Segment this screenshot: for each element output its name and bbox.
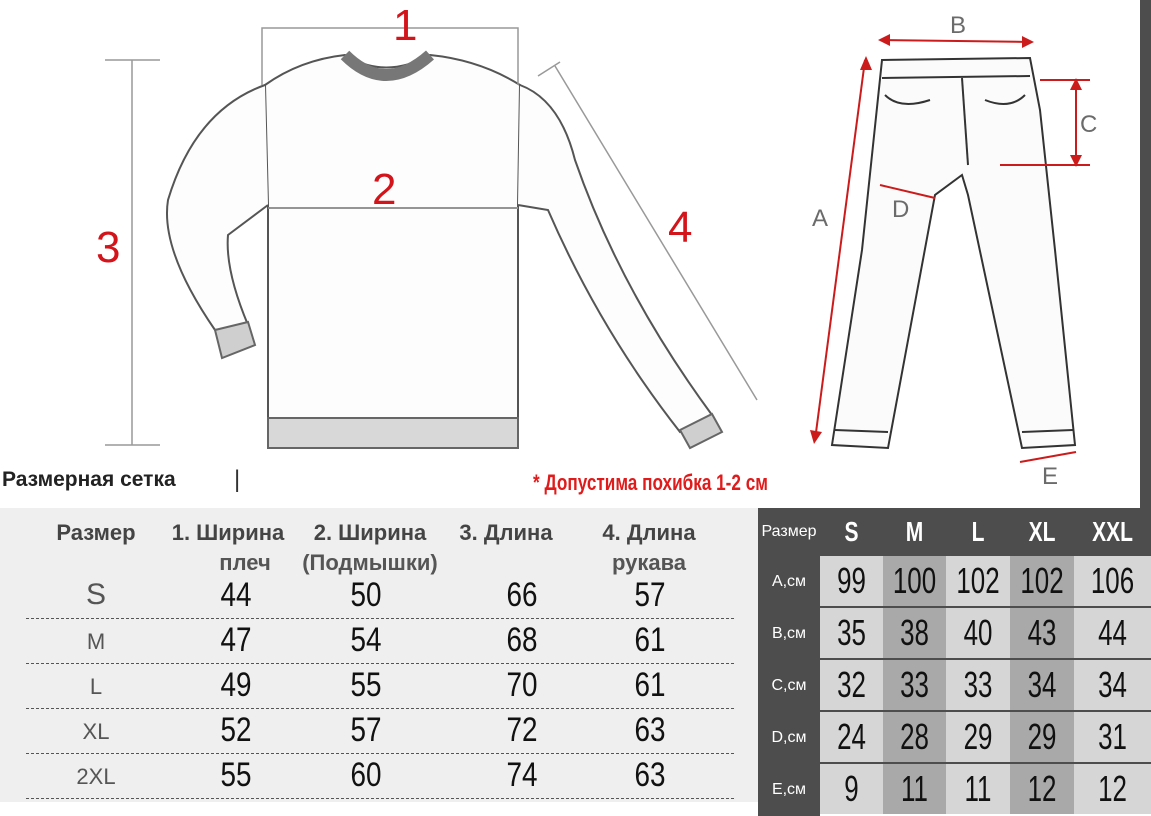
value-cell: 24 — [820, 712, 883, 762]
value-cell: 57 — [350, 711, 382, 749]
value-cell: 100 — [883, 556, 946, 606]
value-cell: 29 — [1010, 712, 1074, 762]
value-cell: 63 — [634, 756, 666, 794]
table-row — [26, 664, 734, 709]
title-separator: | — [234, 466, 241, 493]
value-cell: 63 — [634, 711, 666, 749]
pants-label-c: C — [1080, 111, 1098, 138]
value-cell: 102 — [946, 556, 1010, 606]
value-cell: 49 — [220, 666, 252, 704]
dimension-label-4: 4 — [668, 203, 693, 252]
value-cell: 31 — [1074, 712, 1151, 762]
value-cell: 61 — [634, 621, 666, 659]
value-cell: 33 — [946, 660, 1010, 710]
table-row — [26, 619, 734, 664]
value-cell: 12 — [1010, 764, 1074, 814]
pants-label-d: D — [892, 196, 910, 223]
size-cell: M — [86, 629, 106, 654]
size-cell: L — [89, 674, 103, 699]
value-cell: 61 — [634, 666, 666, 704]
value-cell: 38 — [883, 608, 946, 658]
value-cell: 40 — [946, 608, 1010, 658]
value-cell: 50 — [350, 576, 382, 614]
value-cell: 34 — [1074, 660, 1151, 710]
table-row — [26, 574, 734, 619]
value-cell: 102 — [1010, 556, 1074, 606]
value-cell: 32 — [820, 660, 883, 710]
size-header-m: M — [883, 508, 946, 556]
tolerance-note: * Допустима похибка 1-2 см — [533, 470, 768, 495]
value-cell: 12 — [1074, 764, 1151, 814]
table-row — [26, 754, 734, 799]
size-cell: S — [85, 578, 106, 611]
value-cell: 72 — [506, 711, 538, 749]
header-length: 3. Длина — [459, 520, 553, 545]
value-cell: 55 — [220, 756, 252, 794]
size-header-s: S — [820, 508, 883, 556]
row-label: A,см — [758, 556, 820, 608]
value-cell: 57 — [634, 576, 666, 614]
size-header-xxl: XXL — [1074, 508, 1151, 556]
chart-title: Размерная сетка — [2, 468, 176, 491]
value-cell: 29 — [946, 712, 1010, 762]
row-label: E,см — [758, 764, 820, 816]
value-cell: 60 — [350, 756, 382, 794]
size-header-l: L — [946, 508, 1010, 556]
pants-label-a: A — [812, 205, 829, 232]
row-label: D,см — [758, 712, 820, 764]
right-edge-bar — [1140, 0, 1151, 508]
size-cell: XL — [82, 719, 110, 744]
value-cell: 54 — [350, 621, 382, 659]
value-cell: 11 — [946, 764, 1010, 814]
value-cell: 43 — [1010, 608, 1074, 658]
value-cell: 74 — [506, 756, 538, 794]
value-cell: 35 — [820, 608, 883, 658]
dimension-label-1: 1 — [393, 1, 418, 50]
header-size: Размер — [56, 520, 136, 545]
size-header-xl: XL — [1010, 508, 1074, 556]
value-cell: 28 — [883, 712, 946, 762]
value-cell: 52 — [220, 711, 252, 749]
header-shoulder-width: 1. Ширина плеч — [171, 520, 285, 575]
value-cell: 33 — [883, 660, 946, 710]
value-cell: 44 — [220, 576, 252, 614]
value-cell: 66 — [506, 576, 538, 614]
value-cell: 34 — [1010, 660, 1074, 710]
value-cell: 11 — [883, 764, 946, 814]
value-cell: 106 — [1074, 556, 1151, 606]
value-cell: 68 — [506, 621, 538, 659]
value-cell: 44 — [1074, 608, 1151, 658]
value-cell: 70 — [506, 666, 538, 704]
value-cell: 47 — [220, 621, 252, 659]
pants-label-b: B — [950, 12, 967, 39]
sweater-size-table — [0, 508, 758, 802]
row-label: C,см — [758, 660, 820, 712]
size-cell: 2XL — [76, 764, 116, 789]
row-label: B,см — [758, 608, 820, 660]
dimension-label-3: 3 — [96, 223, 121, 272]
header-armpit-width: 2. Ширина (Подмышки) — [302, 520, 438, 575]
corner-header: Размер — [758, 508, 820, 556]
value-cell: 99 — [820, 556, 883, 606]
pants-label-e: E — [1042, 463, 1059, 490]
value-cell: 55 — [350, 666, 382, 704]
header-sleeve-length: 4. Длина рукава — [602, 520, 696, 575]
table-row — [26, 709, 734, 754]
dimension-label-2: 2 — [372, 165, 397, 214]
pants-size-table — [758, 508, 1151, 809]
value-cell: 9 — [820, 764, 883, 814]
